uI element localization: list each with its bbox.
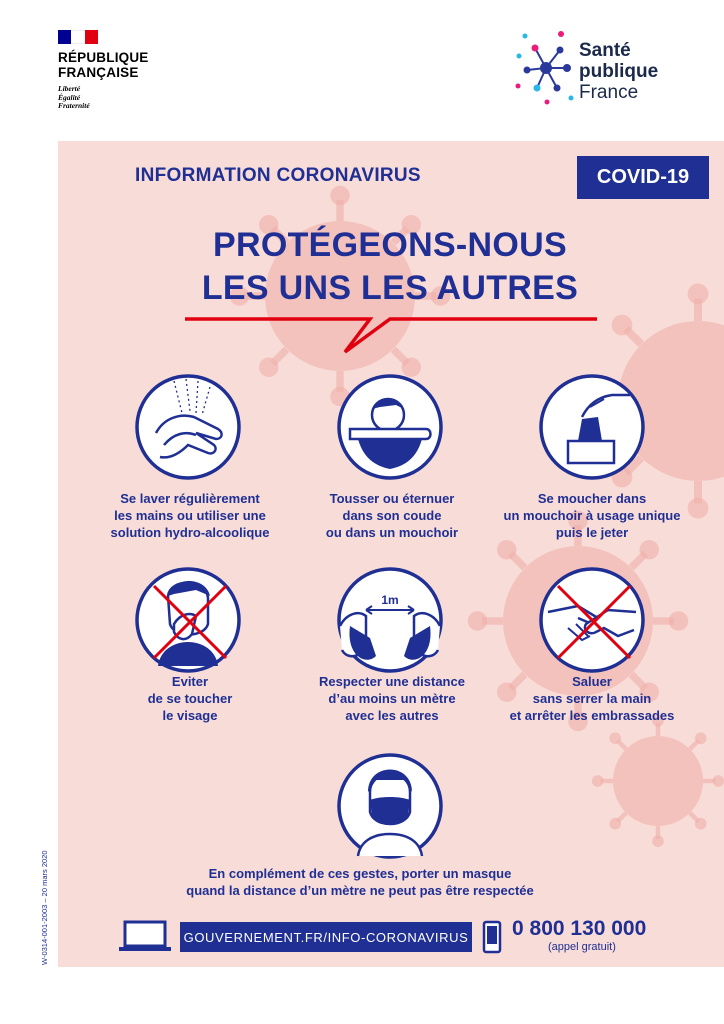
republic-line-2: FRANÇAISE bbox=[58, 65, 139, 80]
caption-face-mask bbox=[140, 865, 580, 899]
caption-line: Tousser ou éternuer bbox=[329, 491, 455, 506]
republique-francaise-flag bbox=[58, 30, 98, 44]
caption-line: Se laver régulièrement bbox=[120, 491, 260, 506]
laptop-icon bbox=[117, 920, 173, 954]
republic-motto bbox=[58, 85, 90, 111]
spf-line-1: Santé bbox=[579, 40, 631, 61]
caption-no-handshake bbox=[477, 673, 707, 724]
caption-line: un mouchoir à usage unique bbox=[503, 508, 681, 523]
spf-line-3: France bbox=[579, 82, 639, 103]
spf-line-2: publique bbox=[579, 61, 659, 82]
cough-elbow-icon bbox=[336, 373, 444, 481]
republic-line-1: RÉPUBLIQUE bbox=[58, 50, 149, 65]
caption-line: de se toucher bbox=[147, 691, 233, 706]
caption-line: ou dans un mouchoir bbox=[325, 525, 459, 540]
caption-line: avec les autres bbox=[345, 708, 439, 723]
motto-fraternite: Fraternité bbox=[58, 101, 90, 110]
caption-no-face-touch bbox=[75, 673, 305, 724]
no-handshake-icon bbox=[538, 566, 646, 674]
no-face-touch-icon bbox=[134, 566, 242, 674]
caption-line: puis le jeter bbox=[555, 525, 629, 540]
caption-line: quand la distance d’un mètre ne peut pas être respectée bbox=[186, 883, 534, 898]
caption-line: En complément de ces gestes, porter un masque bbox=[208, 866, 512, 881]
sante-publique-france-logo-icon bbox=[515, 28, 577, 108]
government-website-link[interactable]: GOUVERNEMENT.FR/INFO-CORONAVIRUS bbox=[180, 922, 472, 952]
title-line-2: LES UNS LES AUTRES bbox=[201, 269, 579, 307]
information-coronavirus-label: INFORMATION CORONAVIRUS bbox=[135, 165, 421, 186]
caption-distance bbox=[277, 673, 507, 724]
covid-19-badge: COVID-19 bbox=[577, 156, 709, 199]
sante-publique-france-name bbox=[579, 40, 658, 103]
caption-cough-elbow bbox=[277, 490, 507, 541]
title-line-1: PROTÉGEONS-NOUS bbox=[213, 226, 567, 264]
caption-line: et arrêter les embrassades bbox=[509, 708, 675, 723]
face-mask-icon bbox=[336, 752, 444, 860]
tissue-icon bbox=[538, 373, 646, 481]
motto-egalite: Égalité bbox=[58, 92, 81, 102]
mobile-phone-icon bbox=[482, 920, 502, 954]
phone-note: (appel gratuit) bbox=[548, 941, 616, 953]
document-reference: W-0314-001-2003 – 20 mars 2020 bbox=[40, 850, 49, 965]
hand-washing-icon bbox=[134, 373, 242, 481]
caption-line: dans son coude bbox=[342, 508, 442, 523]
republique-francaise-name bbox=[58, 50, 149, 80]
caption-line: Saluer bbox=[572, 674, 612, 689]
caption-line: d’au moins un mètre bbox=[328, 691, 456, 706]
caption-line: solution hydro-alcoolique bbox=[110, 525, 270, 540]
caption-tissue bbox=[477, 490, 707, 541]
caption-hand-washing bbox=[75, 490, 305, 541]
caption-line: le visage bbox=[162, 708, 218, 723]
speech-bubble-underline-icon bbox=[185, 312, 600, 357]
distance-label: 1m bbox=[381, 593, 399, 607]
phone-number[interactable]: 0 800 130 000 bbox=[512, 917, 647, 940]
caption-line: sans serrer la main bbox=[532, 691, 652, 706]
caption-line: les mains ou utiliser une bbox=[114, 508, 266, 523]
caption-line: Eviter bbox=[171, 674, 209, 689]
caption-line: Respecter une distance bbox=[319, 674, 465, 689]
caption-line: Se moucher dans bbox=[537, 491, 647, 506]
distance-icon bbox=[336, 566, 444, 674]
motto-liberte: Liberté bbox=[58, 84, 81, 93]
